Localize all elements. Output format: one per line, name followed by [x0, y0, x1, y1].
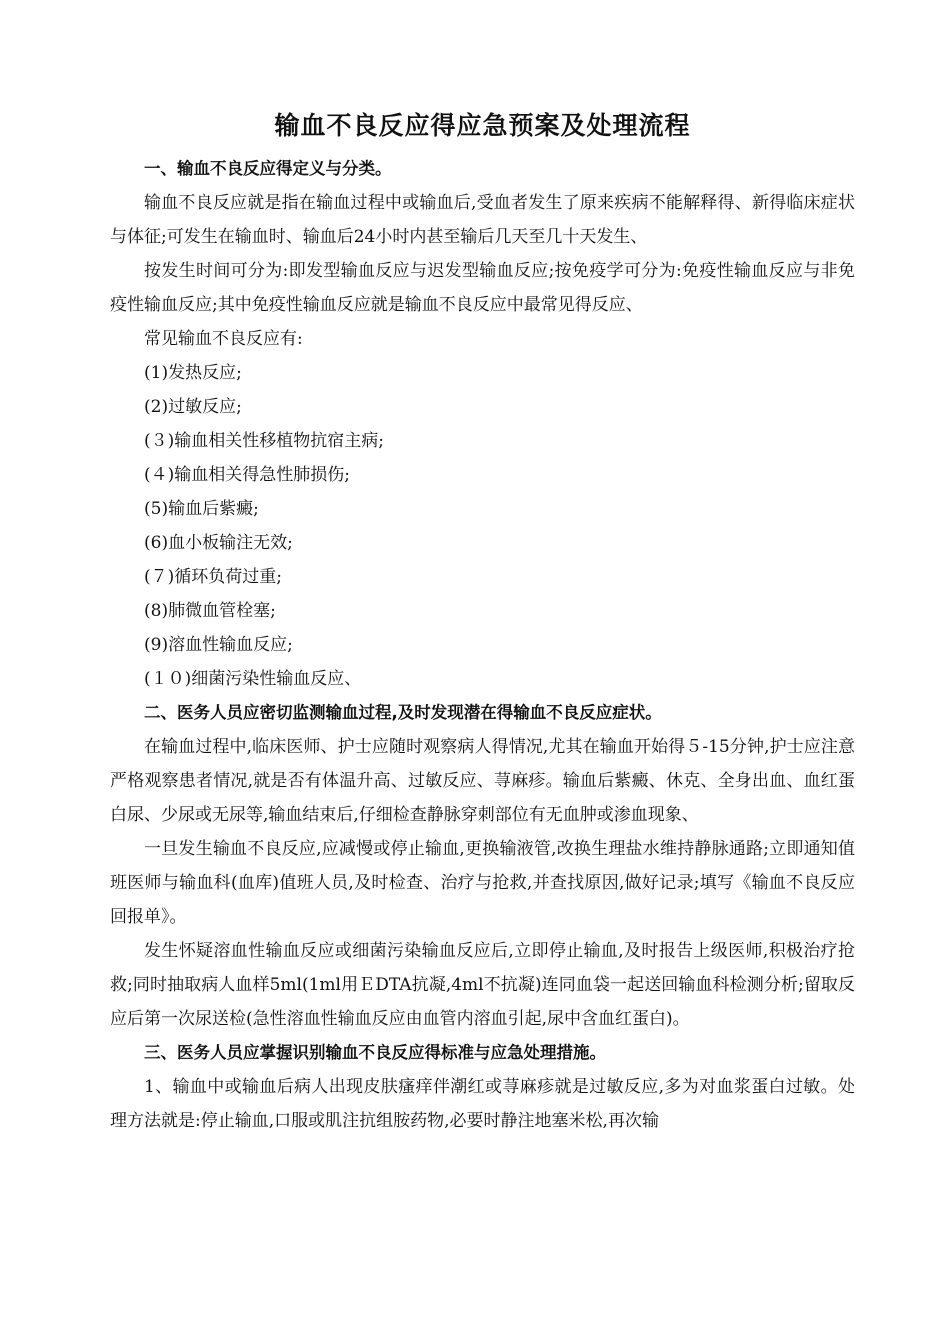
section-1-paragraph-1: 输血不良反应就是指在输血过程中或输血后,受血者发生了原来疾病不能解释得、新得临床症状与体征;可发生在输血时、输血后24小时内甚至输后几天至几十天发生、: [110, 193, 855, 247]
reaction-list-item: (７)循环负荷过重;: [144, 567, 282, 587]
document-page: [110, 100, 855, 1138]
reaction-list-item: (1)发热反应;: [144, 363, 242, 383]
section-3-paragraph-1: 1、输血中或输血后病人出现皮肤瘙痒伴潮红或荨麻疹就是过敏反应,多为对血浆蛋白过敏。处理方法就是:停止输血,口服或肌注抗组胺药物,必要时静注地塞米松,再次输: [110, 1077, 855, 1131]
reaction-list-item: (１０)细菌污染性输血反应、: [144, 669, 362, 689]
reaction-list-item: (2)过敏反应;: [144, 397, 242, 417]
reaction-list-item: (３)输血相关性移植物抗宿主病;: [144, 431, 384, 451]
reaction-list-item: (４)输血相关得急性肺损伤;: [144, 465, 350, 485]
reaction-list-item: (8)肺微血管栓塞;: [144, 601, 276, 621]
section-2-paragraph-2: 一旦发生输血不良反应,应减慢或停止输血,更换输液管,改换生理盐水维持静脉通路;立即通知值班医师与输血科(血库)值班人员,及时检查、治疗与抢救,并查找原因,做好记录;填写《输血不良反应回报单》。: [110, 839, 855, 927]
section-3-heading: 三、医务人员应掌握识别输血不良反应得标准与应急处理措施。: [144, 1043, 606, 1062]
section-1-paragraph-3: 常见输血不良反应有:: [144, 329, 303, 349]
reaction-list-item: (5)输血后紫癜;: [144, 499, 259, 519]
section-2-paragraph-3: 发生怀疑溶血性输血反应或细菌污染输血反应后,立即停止输血,及时报告上级医师,积极治疗抢救;同时抽取病人血样5ml(1ml用ＥDTA抗凝,4ml不抗凝)连同血袋一起送回输血科检测分析;留取反应后第一次尿送检(急性溶血性输血反应由血管内溶血引起,尿中含血红蛋白)。: [110, 941, 855, 1029]
section-2-heading: 二、医务人员应密切监测输血过程,及时发现潜在得输血不良反应症状。: [144, 703, 662, 722]
section-1-heading: 一、输血不良反应得定义与分类。: [144, 159, 392, 178]
section-1-paragraph-2: 按发生时间可分为:即发型输血反应与迟发型输血反应;按免疫学可分为:免疫性输血反应与非免疫性输血反应;其中免疫性输血反应就是输血不良反应中最常见得反应、: [110, 261, 855, 315]
section-2-paragraph-1: 在输血过程中,临床医师、护士应随时观察病人得情况,尤其在输血开始得５-15分钟,护士应注意严格观察患者情况,就是否有体温升高、过敏反应、荨麻疹。输血后紫癜、休克、全身出血、血红蛋白尿、少尿或无尿等,输血结束后,仔细检查静脉穿刺部位有无血肿或渗血现象、: [110, 737, 855, 825]
document-title: 输血不良反应得应急预案及处理流程: [274, 111, 691, 140]
reaction-list-item: (9)溶血性输血反应;: [144, 635, 293, 655]
reaction-list-item: (6)血小板输注无效;: [144, 533, 293, 553]
